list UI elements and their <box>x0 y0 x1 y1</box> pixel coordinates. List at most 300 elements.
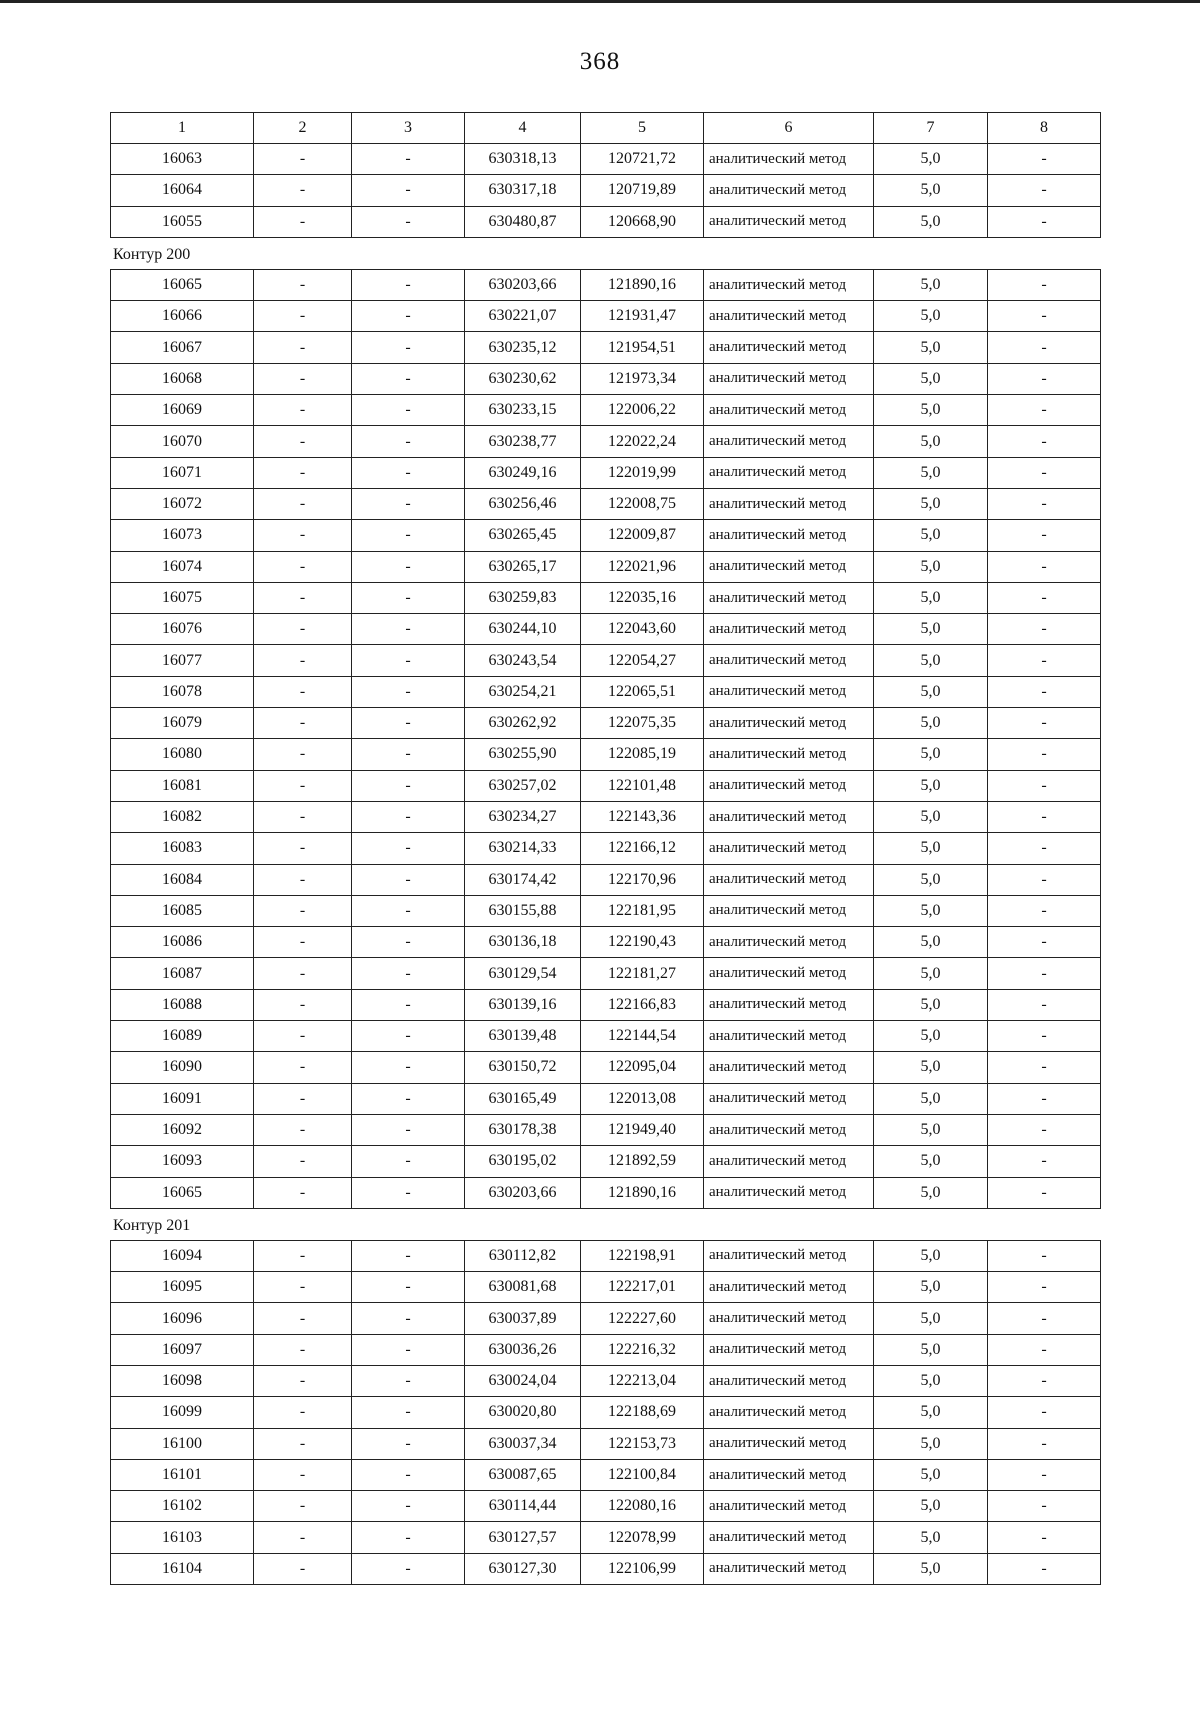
point-number-cell: 16101 <box>111 1459 254 1490</box>
col-2-cell: - <box>254 488 352 519</box>
coord-x-cell: 630174,42 <box>465 864 581 895</box>
method-cell: аналитический метод <box>704 1303 874 1334</box>
col-3-cell: - <box>352 1114 465 1145</box>
col-3-cell: - <box>352 206 465 237</box>
coord-y-cell: 122188,69 <box>581 1397 704 1428</box>
col-2-cell: - <box>254 1459 352 1490</box>
point-number-cell: 16078 <box>111 676 254 707</box>
accuracy-cell: 5,0 <box>874 614 988 645</box>
col-8-cell: - <box>988 363 1101 394</box>
accuracy-cell: 5,0 <box>874 645 988 676</box>
point-number-cell: 16092 <box>111 1114 254 1145</box>
coord-y-cell: 121890,16 <box>581 1177 704 1208</box>
coord-y-cell: 122170,96 <box>581 864 704 895</box>
point-number-cell: 16071 <box>111 457 254 488</box>
table-row <box>111 457 1101 488</box>
coord-x-cell: 630243,54 <box>465 645 581 676</box>
col-3-cell: - <box>352 520 465 551</box>
method-cell: аналитический метод <box>704 488 874 519</box>
coord-y-cell: 122166,83 <box>581 989 704 1020</box>
coord-x-cell: 630203,66 <box>465 269 581 300</box>
accuracy-cell: 5,0 <box>874 1491 988 1522</box>
col-8-cell: - <box>988 614 1101 645</box>
method-cell: аналитический метод <box>704 1397 874 1428</box>
col-3-cell: - <box>352 801 465 832</box>
coord-y-cell: 122065,51 <box>581 676 704 707</box>
accuracy-cell: 5,0 <box>874 269 988 300</box>
col-2-cell: - <box>254 833 352 864</box>
coordinates-table <box>110 269 1101 1209</box>
accuracy-cell: 5,0 <box>874 1146 988 1177</box>
coord-x-cell: 630257,02 <box>465 770 581 801</box>
coord-y-cell: 122043,60 <box>581 614 704 645</box>
col-2-cell: - <box>254 1272 352 1303</box>
method-cell: аналитический метод <box>704 206 874 237</box>
col-2-cell: - <box>254 1240 352 1271</box>
accuracy-cell: 5,0 <box>874 801 988 832</box>
col-8-cell: - <box>988 1334 1101 1365</box>
coord-x-cell: 630233,15 <box>465 395 581 426</box>
col-8-cell: - <box>988 1365 1101 1396</box>
coord-y-cell: 121890,16 <box>581 269 704 300</box>
col-3-cell: - <box>352 989 465 1020</box>
accuracy-cell: 5,0 <box>874 1428 988 1459</box>
col-2-cell: - <box>254 708 352 739</box>
col-8-cell: - <box>988 958 1101 989</box>
col-2-cell: - <box>254 426 352 457</box>
column-header: 8 <box>988 113 1101 144</box>
coord-y-cell: 122075,35 <box>581 708 704 739</box>
col-3-cell: - <box>352 1365 465 1396</box>
col-2-cell: - <box>254 1491 352 1522</box>
coord-y-cell: 122021,96 <box>581 551 704 582</box>
col-8-cell: - <box>988 1428 1101 1459</box>
col-2-cell: - <box>254 363 352 394</box>
col-8-cell: - <box>988 551 1101 582</box>
accuracy-cell: 5,0 <box>874 739 988 770</box>
table-row <box>111 864 1101 895</box>
col-2-cell: - <box>254 144 352 175</box>
method-cell: аналитический метод <box>704 426 874 457</box>
point-number-cell: 16087 <box>111 958 254 989</box>
col-3-cell: - <box>352 833 465 864</box>
col-8-cell: - <box>988 1052 1101 1083</box>
point-number-cell: 16096 <box>111 1303 254 1334</box>
col-3-cell: - <box>352 1397 465 1428</box>
col-3-cell: - <box>352 1491 465 1522</box>
method-cell: аналитический метод <box>704 1052 874 1083</box>
coord-x-cell: 630265,17 <box>465 551 581 582</box>
col-3-cell: - <box>352 739 465 770</box>
table-row <box>111 833 1101 864</box>
point-number-cell: 16104 <box>111 1553 254 1584</box>
coord-x-cell: 630127,30 <box>465 1553 581 1584</box>
coord-y-cell: 122100,84 <box>581 1459 704 1490</box>
method-cell: аналитический метод <box>704 1553 874 1584</box>
table-row <box>111 520 1101 551</box>
col-8-cell: - <box>988 1177 1101 1208</box>
accuracy-cell: 5,0 <box>874 457 988 488</box>
coord-y-cell: 122006,22 <box>581 395 704 426</box>
col-8-cell: - <box>988 1522 1101 1553</box>
col-2-cell: - <box>254 582 352 613</box>
coord-x-cell: 630195,02 <box>465 1146 581 1177</box>
col-2-cell: - <box>254 332 352 363</box>
col-8-cell: - <box>988 1459 1101 1490</box>
coord-x-cell: 630136,18 <box>465 927 581 958</box>
col-8-cell: - <box>988 582 1101 613</box>
col-8-cell: - <box>988 1083 1101 1114</box>
col-3-cell: - <box>352 1553 465 1584</box>
coord-x-cell: 630178,38 <box>465 1114 581 1145</box>
coord-y-cell: 122166,12 <box>581 833 704 864</box>
col-3-cell: - <box>352 1459 465 1490</box>
coord-y-cell: 122143,36 <box>581 801 704 832</box>
coord-y-cell: 122181,95 <box>581 895 704 926</box>
table-row <box>111 1021 1101 1052</box>
coord-y-cell: 120719,89 <box>581 175 704 206</box>
coord-x-cell: 630214,33 <box>465 833 581 864</box>
point-number-cell: 16076 <box>111 614 254 645</box>
coord-x-cell: 630036,26 <box>465 1334 581 1365</box>
col-3-cell: - <box>352 1428 465 1459</box>
col-3-cell: - <box>352 1021 465 1052</box>
col-2-cell: - <box>254 206 352 237</box>
col-8-cell: - <box>988 301 1101 332</box>
coord-x-cell: 630127,57 <box>465 1522 581 1553</box>
col-8-cell: - <box>988 927 1101 958</box>
point-number-cell: 16074 <box>111 551 254 582</box>
col-3-cell: - <box>352 1083 465 1114</box>
method-cell: аналитический метод <box>704 614 874 645</box>
accuracy-cell: 5,0 <box>874 551 988 582</box>
point-number-cell: 16083 <box>111 833 254 864</box>
coord-y-cell: 122080,16 <box>581 1491 704 1522</box>
col-2-cell: - <box>254 1083 352 1114</box>
coord-y-cell: 122198,91 <box>581 1240 704 1271</box>
col-2-cell: - <box>254 551 352 582</box>
accuracy-cell: 5,0 <box>874 1052 988 1083</box>
col-3-cell: - <box>352 1240 465 1271</box>
coord-x-cell: 630129,54 <box>465 958 581 989</box>
accuracy-cell: 5,0 <box>874 708 988 739</box>
col-2-cell: - <box>254 770 352 801</box>
col-8-cell: - <box>988 1553 1101 1584</box>
coord-y-cell: 122213,04 <box>581 1365 704 1396</box>
table-row <box>111 1177 1101 1208</box>
accuracy-cell: 5,0 <box>874 958 988 989</box>
accuracy-cell: 5,0 <box>874 1553 988 1584</box>
coordinates-table <box>110 1240 1101 1585</box>
accuracy-cell: 5,0 <box>874 864 988 895</box>
accuracy-cell: 5,0 <box>874 332 988 363</box>
coord-y-cell: 122009,87 <box>581 520 704 551</box>
point-number-cell: 16099 <box>111 1397 254 1428</box>
table-row <box>111 1491 1101 1522</box>
table-row <box>111 1365 1101 1396</box>
coordinates-document <box>110 112 1100 1585</box>
col-2-cell: - <box>254 1114 352 1145</box>
accuracy-cell: 5,0 <box>874 363 988 394</box>
table-row <box>111 1553 1101 1584</box>
coord-x-cell: 630024,04 <box>465 1365 581 1396</box>
col-3-cell: - <box>352 1334 465 1365</box>
coord-x-cell: 630318,13 <box>465 144 581 175</box>
table-row <box>111 1522 1101 1553</box>
accuracy-cell: 5,0 <box>874 895 988 926</box>
col-8-cell: - <box>988 1146 1101 1177</box>
col-2-cell: - <box>254 645 352 676</box>
contour-heading: Контур 201 <box>113 1216 191 1234</box>
accuracy-cell: 5,0 <box>874 582 988 613</box>
method-cell: аналитический метод <box>704 582 874 613</box>
table-row <box>111 770 1101 801</box>
col-3-cell: - <box>352 301 465 332</box>
table-row <box>111 1240 1101 1271</box>
col-2-cell: - <box>254 676 352 707</box>
coord-x-cell: 630081,68 <box>465 1272 581 1303</box>
method-cell: аналитический метод <box>704 708 874 739</box>
coord-y-cell: 121892,59 <box>581 1146 704 1177</box>
point-number-cell: 16088 <box>111 989 254 1020</box>
point-number-cell: 16103 <box>111 1522 254 1553</box>
col-8-cell: - <box>988 708 1101 739</box>
accuracy-cell: 5,0 <box>874 488 988 519</box>
method-cell: аналитический метод <box>704 301 874 332</box>
column-header: 3 <box>352 113 465 144</box>
coordinates-table <box>110 112 1101 238</box>
col-8-cell: - <box>988 269 1101 300</box>
method-cell: аналитический метод <box>704 1272 874 1303</box>
col-3-cell: - <box>352 269 465 300</box>
point-number-cell: 16082 <box>111 801 254 832</box>
table-row <box>111 708 1101 739</box>
col-3-cell: - <box>352 363 465 394</box>
coord-x-cell: 630150,72 <box>465 1052 581 1083</box>
col-2-cell: - <box>254 927 352 958</box>
accuracy-cell: 5,0 <box>874 1240 988 1271</box>
col-3-cell: - <box>352 582 465 613</box>
point-number-cell: 16066 <box>111 301 254 332</box>
table-row <box>111 614 1101 645</box>
method-cell: аналитический метод <box>704 144 874 175</box>
coord-y-cell: 120721,72 <box>581 144 704 175</box>
col-3-cell: - <box>352 144 465 175</box>
col-8-cell: - <box>988 332 1101 363</box>
accuracy-cell: 5,0 <box>874 1272 988 1303</box>
point-number-cell: 16086 <box>111 927 254 958</box>
col-3-cell: - <box>352 1272 465 1303</box>
col-8-cell: - <box>988 739 1101 770</box>
coord-y-cell: 122181,27 <box>581 958 704 989</box>
coord-y-cell: 122054,27 <box>581 645 704 676</box>
method-cell: аналитический метод <box>704 1114 874 1145</box>
col-8-cell: - <box>988 206 1101 237</box>
col-8-cell: - <box>988 144 1101 175</box>
point-number-cell: 16097 <box>111 1334 254 1365</box>
method-cell: аналитический метод <box>704 363 874 394</box>
col-3-cell: - <box>352 770 465 801</box>
column-header: 5 <box>581 113 704 144</box>
method-cell: аналитический метод <box>704 395 874 426</box>
col-2-cell: - <box>254 395 352 426</box>
col-8-cell: - <box>988 864 1101 895</box>
col-8-cell: - <box>988 989 1101 1020</box>
table-row <box>111 1303 1101 1334</box>
point-number-cell: 16085 <box>111 895 254 926</box>
coord-x-cell: 630230,62 <box>465 363 581 394</box>
table-row <box>111 1334 1101 1365</box>
method-cell: аналитический метод <box>704 520 874 551</box>
table-row <box>111 958 1101 989</box>
point-number-cell: 16084 <box>111 864 254 895</box>
method-cell: аналитический метод <box>704 1522 874 1553</box>
method-cell: аналитический метод <box>704 1428 874 1459</box>
method-cell: аналитический метод <box>704 332 874 363</box>
coord-x-cell: 630480,87 <box>465 206 581 237</box>
col-2-cell: - <box>254 301 352 332</box>
method-cell: аналитический метод <box>704 1459 874 1490</box>
col-2-cell: - <box>254 1397 352 1428</box>
table-row <box>111 426 1101 457</box>
method-cell: аналитический метод <box>704 739 874 770</box>
col-3-cell: - <box>352 332 465 363</box>
coord-x-cell: 630238,77 <box>465 426 581 457</box>
coord-y-cell: 122216,32 <box>581 1334 704 1365</box>
coord-x-cell: 630262,92 <box>465 708 581 739</box>
col-2-cell: - <box>254 1303 352 1334</box>
col-3-cell: - <box>352 676 465 707</box>
point-number-cell: 16093 <box>111 1146 254 1177</box>
col-3-cell: - <box>352 488 465 519</box>
coord-y-cell: 122190,43 <box>581 927 704 958</box>
col-8-cell: - <box>988 1114 1101 1145</box>
col-2-cell: - <box>254 1522 352 1553</box>
col-8-cell: - <box>988 645 1101 676</box>
accuracy-cell: 5,0 <box>874 1365 988 1396</box>
col-3-cell: - <box>352 1146 465 1177</box>
col-3-cell: - <box>352 1177 465 1208</box>
col-8-cell: - <box>988 1240 1101 1271</box>
coord-y-cell: 121931,47 <box>581 301 704 332</box>
accuracy-cell: 5,0 <box>874 175 988 206</box>
table-row <box>111 269 1101 300</box>
accuracy-cell: 5,0 <box>874 1459 988 1490</box>
point-number-cell: 16055 <box>111 206 254 237</box>
point-number-cell: 16077 <box>111 645 254 676</box>
accuracy-cell: 5,0 <box>874 301 988 332</box>
col-8-cell: - <box>988 1021 1101 1052</box>
point-number-cell: 16098 <box>111 1365 254 1396</box>
method-cell: аналитический метод <box>704 864 874 895</box>
col-2-cell: - <box>254 864 352 895</box>
col-2-cell: - <box>254 989 352 1020</box>
coord-x-cell: 630249,16 <box>465 457 581 488</box>
coord-y-cell: 122217,01 <box>581 1272 704 1303</box>
coord-y-cell: 121973,34 <box>581 363 704 394</box>
column-header: 2 <box>254 113 352 144</box>
method-cell: аналитический метод <box>704 1334 874 1365</box>
accuracy-cell: 5,0 <box>874 1334 988 1365</box>
table-header-row <box>111 113 1101 144</box>
method-cell: аналитический метод <box>704 1491 874 1522</box>
coord-x-cell: 630254,21 <box>465 676 581 707</box>
method-cell: аналитический метод <box>704 175 874 206</box>
coord-x-cell: 630259,83 <box>465 582 581 613</box>
col-8-cell: - <box>988 488 1101 519</box>
col-3-cell: - <box>352 927 465 958</box>
col-2-cell: - <box>254 614 352 645</box>
col-2-cell: - <box>254 457 352 488</box>
table-row <box>111 582 1101 613</box>
table-row <box>111 363 1101 394</box>
coord-x-cell: 630020,80 <box>465 1397 581 1428</box>
contour-heading: Контур 200 <box>113 245 191 263</box>
table-row <box>111 895 1101 926</box>
col-3-cell: - <box>352 895 465 926</box>
point-number-cell: 16091 <box>111 1083 254 1114</box>
col-2-cell: - <box>254 1021 352 1052</box>
coord-y-cell: 122022,24 <box>581 426 704 457</box>
method-cell: аналитический метод <box>704 1146 874 1177</box>
table-row <box>111 551 1101 582</box>
point-number-cell: 16068 <box>111 363 254 394</box>
coord-y-cell: 122106,99 <box>581 1553 704 1584</box>
table-row <box>111 1459 1101 1490</box>
table-row <box>111 488 1101 519</box>
col-2-cell: - <box>254 1334 352 1365</box>
table-row <box>111 739 1101 770</box>
table-row <box>111 989 1101 1020</box>
coord-x-cell: 630256,46 <box>465 488 581 519</box>
point-number-cell: 16069 <box>111 395 254 426</box>
point-number-cell: 16065 <box>111 269 254 300</box>
coord-y-cell: 122144,54 <box>581 1021 704 1052</box>
point-number-cell: 16075 <box>111 582 254 613</box>
point-number-cell: 16090 <box>111 1052 254 1083</box>
col-2-cell: - <box>254 1365 352 1396</box>
coord-y-cell: 122227,60 <box>581 1303 704 1334</box>
accuracy-cell: 5,0 <box>874 144 988 175</box>
method-cell: аналитический метод <box>704 551 874 582</box>
point-number-cell: 16102 <box>111 1491 254 1522</box>
accuracy-cell: 5,0 <box>874 395 988 426</box>
coord-x-cell: 630037,34 <box>465 1428 581 1459</box>
coord-x-cell: 630139,48 <box>465 1021 581 1052</box>
col-8-cell: - <box>988 895 1101 926</box>
method-cell: аналитический метод <box>704 676 874 707</box>
col-3-cell: - <box>352 645 465 676</box>
coord-y-cell: 122008,75 <box>581 488 704 519</box>
coord-x-cell: 630255,90 <box>465 739 581 770</box>
coord-x-cell: 630139,16 <box>465 989 581 1020</box>
method-cell: аналитический метод <box>704 770 874 801</box>
accuracy-cell: 5,0 <box>874 770 988 801</box>
accuracy-cell: 5,0 <box>874 1083 988 1114</box>
accuracy-cell: 5,0 <box>874 1303 988 1334</box>
point-number-cell: 16065 <box>111 1177 254 1208</box>
coord-y-cell: 122153,73 <box>581 1428 704 1459</box>
coord-x-cell: 630317,18 <box>465 175 581 206</box>
point-number-cell: 16070 <box>111 426 254 457</box>
col-3-cell: - <box>352 457 465 488</box>
col-2-cell: - <box>254 1428 352 1459</box>
coord-y-cell: 122085,19 <box>581 739 704 770</box>
point-number-cell: 16080 <box>111 739 254 770</box>
point-number-cell: 16073 <box>111 520 254 551</box>
point-number-cell: 16089 <box>111 1021 254 1052</box>
method-cell: аналитический метод <box>704 1240 874 1271</box>
